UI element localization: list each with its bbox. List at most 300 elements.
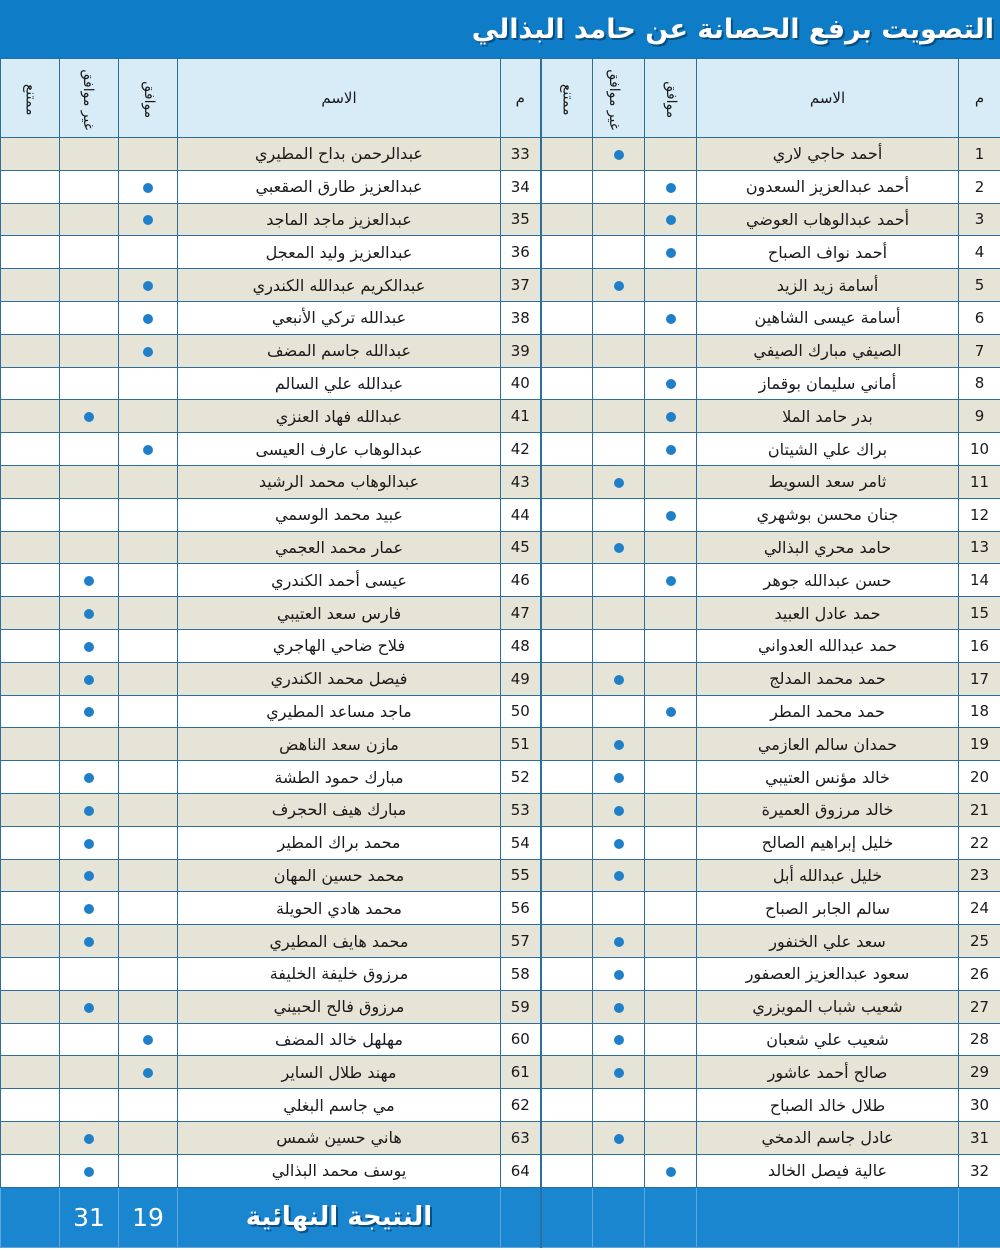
agree-cell (645, 400, 697, 433)
abstain-cell (541, 597, 593, 630)
disagree-cell (60, 662, 119, 695)
footer-empty (959, 1187, 1000, 1247)
member-name: مبارك هيف الحجرف (178, 793, 501, 826)
member-number: 33 (501, 138, 541, 171)
member-name: عبدالعزيز ماجد الماجد (178, 203, 501, 236)
final-result-label: النتيجة النهائية (178, 1187, 501, 1247)
member-number: 63 (501, 1121, 541, 1154)
member-name: مي جاسم البغلي (178, 1089, 501, 1122)
abstain-cell (541, 531, 593, 564)
disagree-cell (60, 957, 119, 990)
abstain-cell (541, 170, 593, 203)
abstain-cell (1, 367, 60, 400)
disagree-cell (593, 695, 645, 728)
member-number: 20 (959, 761, 1000, 794)
disagree-cell (60, 859, 119, 892)
abstain-cell (541, 400, 593, 433)
table-row (1, 301, 1000, 334)
abstain-cell (541, 433, 593, 466)
vote-dot-icon (143, 445, 153, 455)
abstain-cell (1, 465, 60, 498)
member-name: عبدالله فهاد العنزي (178, 400, 501, 433)
disagree-cell (593, 1056, 645, 1089)
table-row (1, 695, 1000, 728)
vote-dot-icon (84, 1003, 94, 1013)
disagree-cell (60, 498, 119, 531)
member-number: 30 (959, 1089, 1000, 1122)
disagree-cell (593, 859, 645, 892)
disagree-cell (593, 465, 645, 498)
disagree-cell (593, 892, 645, 925)
abstain-cell (541, 1154, 593, 1187)
agree-cell (119, 334, 178, 367)
vote-dot-icon (84, 642, 94, 652)
member-name: أحمد حاجي لاري (697, 138, 959, 171)
member-number: 6 (959, 301, 1000, 334)
table-row (1, 564, 1000, 597)
table-row (1, 170, 1000, 203)
header-num: م (501, 59, 541, 138)
agree-cell (645, 859, 697, 892)
member-number: 36 (501, 236, 541, 269)
member-number: 51 (501, 728, 541, 761)
disagree-cell (60, 925, 119, 958)
header-agree: موافق (645, 59, 697, 138)
member-name: أحمد عبدالعزيز السعدون (697, 170, 959, 203)
disagree-cell (593, 629, 645, 662)
vote-dot-icon (84, 1134, 94, 1144)
vote-dot-icon (614, 970, 624, 980)
disagree-cell (593, 957, 645, 990)
vote-dot-icon (614, 281, 624, 291)
vote-dot-icon (84, 1167, 94, 1177)
table-row (1, 662, 1000, 695)
member-number: 42 (501, 433, 541, 466)
member-number: 16 (959, 629, 1000, 662)
agree-cell (645, 1154, 697, 1187)
agree-cell (119, 531, 178, 564)
abstain-cell (1, 662, 60, 695)
member-number: 15 (959, 597, 1000, 630)
table-row (1, 859, 1000, 892)
vote-dot-icon (614, 773, 624, 783)
agree-cell (119, 564, 178, 597)
disagree-cell (593, 925, 645, 958)
table-row (1, 892, 1000, 925)
table-row (1, 269, 1000, 302)
disagree-cell (60, 892, 119, 925)
member-number: 56 (501, 892, 541, 925)
agree-cell (645, 203, 697, 236)
disagree-cell (593, 662, 645, 695)
member-name: أسامة زيد الزيد (697, 269, 959, 302)
vote-dot-icon (84, 412, 94, 422)
table-row (1, 367, 1000, 400)
member-name: سالم الجابر الصباح (697, 892, 959, 925)
agree-cell (645, 170, 697, 203)
agree-cell (645, 1056, 697, 1089)
vote-dot-icon (84, 904, 94, 914)
table-row (1, 465, 1000, 498)
member-number: 28 (959, 1023, 1000, 1056)
disagree-cell (593, 301, 645, 334)
disagree-cell (60, 597, 119, 630)
agree-cell (119, 761, 178, 794)
agree-cell (119, 957, 178, 990)
table-row (1, 433, 1000, 466)
table-row (1, 1154, 1000, 1187)
member-name: مرزوق فالح الحبيني (178, 990, 501, 1023)
member-number: 41 (501, 400, 541, 433)
member-number: 32 (959, 1154, 1000, 1187)
agree-cell (119, 925, 178, 958)
abstain-cell (1, 138, 60, 171)
disagree-cell (593, 433, 645, 466)
member-name: شعيب شباب المويزري (697, 990, 959, 1023)
agree-cell (645, 334, 697, 367)
abstain-cell (1, 400, 60, 433)
disagree-cell (60, 629, 119, 662)
member-number: 64 (501, 1154, 541, 1187)
agree-cell (645, 990, 697, 1023)
vote-dot-icon (84, 675, 94, 685)
member-number: 49 (501, 662, 541, 695)
abstain-cell (541, 465, 593, 498)
agree-cell (119, 301, 178, 334)
agree-cell (119, 1154, 178, 1187)
member-name: فلاح ضاحي الهاجري (178, 629, 501, 662)
disagree-cell (593, 334, 645, 367)
table-row (1, 957, 1000, 990)
member-number: 59 (501, 990, 541, 1023)
member-number: 62 (501, 1089, 541, 1122)
member-name: بدر حامد الملا (697, 400, 959, 433)
agree-cell (645, 531, 697, 564)
agree-cell (119, 433, 178, 466)
member-name: أماني سليمان بوقماز (697, 367, 959, 400)
abstain-cell (541, 138, 593, 171)
member-number: 53 (501, 793, 541, 826)
final-disagree-count: 31 (60, 1187, 119, 1247)
member-name: محمد حسين المهان (178, 859, 501, 892)
member-number: 45 (501, 531, 541, 564)
agree-cell (645, 269, 697, 302)
vote-dot-icon (84, 839, 94, 849)
agree-cell (645, 629, 697, 662)
abstain-cell (1, 1089, 60, 1122)
disagree-cell (593, 367, 645, 400)
abstain-cell (541, 1089, 593, 1122)
table-row (1, 138, 1000, 171)
disagree-cell (60, 695, 119, 728)
member-name: عبدالرحمن بداح المطيري (178, 138, 501, 171)
agree-cell (645, 1121, 697, 1154)
member-number: 60 (501, 1023, 541, 1056)
agree-cell (119, 793, 178, 826)
member-name: صالح أحمد عاشور (697, 1056, 959, 1089)
vote-dot-icon (666, 314, 676, 324)
disagree-cell (60, 1154, 119, 1187)
vote-dot-icon (84, 937, 94, 947)
footer-empty (541, 1187, 593, 1247)
disagree-cell (60, 728, 119, 761)
disagree-cell (60, 1056, 119, 1089)
vote-dot-icon (143, 1068, 153, 1078)
member-name: سعد علي الخنفور (697, 925, 959, 958)
member-number: 26 (959, 957, 1000, 990)
agree-cell (645, 826, 697, 859)
abstain-cell (1, 629, 60, 662)
agree-cell (119, 367, 178, 400)
disagree-cell (60, 334, 119, 367)
member-name: جنان محسن بوشهري (697, 498, 959, 531)
member-name: عبدالعزيز وليد المعجل (178, 236, 501, 269)
abstain-cell (1, 826, 60, 859)
disagree-cell (593, 793, 645, 826)
disagree-cell (60, 826, 119, 859)
vote-dot-icon (614, 740, 624, 750)
agree-cell (645, 728, 697, 761)
member-name: يوسف محمد البذالي (178, 1154, 501, 1187)
member-number: 25 (959, 925, 1000, 958)
header-disagree: غير موافق (60, 59, 119, 138)
abstain-cell (541, 334, 593, 367)
vote-dot-icon (666, 707, 676, 717)
member-number: 21 (959, 793, 1000, 826)
agree-cell (645, 367, 697, 400)
agree-cell (119, 269, 178, 302)
member-number: 3 (959, 203, 1000, 236)
table-row (1, 1121, 1000, 1154)
agree-cell (645, 1089, 697, 1122)
vote-dot-icon (614, 1035, 624, 1045)
vote-dot-icon (614, 675, 624, 685)
member-number: 11 (959, 465, 1000, 498)
table-row (1, 629, 1000, 662)
member-number: 40 (501, 367, 541, 400)
abstain-cell (1, 334, 60, 367)
agree-cell (645, 597, 697, 630)
vote-dot-icon (143, 183, 153, 193)
disagree-cell (60, 564, 119, 597)
agree-cell (645, 892, 697, 925)
disagree-cell (593, 203, 645, 236)
disagree-cell (60, 203, 119, 236)
disagree-cell (60, 793, 119, 826)
disagree-cell (60, 269, 119, 302)
vote-dot-icon (614, 871, 624, 881)
agree-cell (645, 761, 697, 794)
agree-cell (119, 990, 178, 1023)
agree-cell (119, 203, 178, 236)
agree-cell (645, 465, 697, 498)
table-row (1, 1023, 1000, 1056)
header-name: الاسم (697, 59, 959, 138)
member-number: 34 (501, 170, 541, 203)
disagree-cell (593, 531, 645, 564)
agree-cell (119, 1023, 178, 1056)
agree-cell (645, 564, 697, 597)
vote-dot-icon (614, 1003, 624, 1013)
member-name: عبدالله علي السالم (178, 367, 501, 400)
abstain-cell (1, 269, 60, 302)
vote-dot-icon (666, 215, 676, 225)
header-num: م (959, 59, 1000, 138)
vote-dot-icon (614, 839, 624, 849)
agree-cell (119, 170, 178, 203)
agree-cell (119, 400, 178, 433)
vote-dot-icon (84, 609, 94, 619)
member-number: 61 (501, 1056, 541, 1089)
abstain-cell (541, 793, 593, 826)
member-name: حامد محري البذالي (697, 531, 959, 564)
agree-cell (119, 498, 178, 531)
vote-dot-icon (143, 347, 153, 357)
abstain-cell (541, 301, 593, 334)
disagree-cell (593, 597, 645, 630)
abstain-cell (1, 564, 60, 597)
abstain-cell (1, 498, 60, 531)
vote-dot-icon (666, 412, 676, 422)
member-name: مرزوق خليفة الخليفة (178, 957, 501, 990)
vote-dot-icon (84, 773, 94, 783)
agree-cell (645, 695, 697, 728)
abstain-cell (1, 170, 60, 203)
abstain-cell (541, 1023, 593, 1056)
member-name: محمد هادي الحويلة (178, 892, 501, 925)
abstain-cell (541, 761, 593, 794)
member-number: 57 (501, 925, 541, 958)
header-agree: موافق (119, 59, 178, 138)
member-number: 55 (501, 859, 541, 892)
agree-cell (645, 793, 697, 826)
member-name: أحمد عبدالوهاب العوضي (697, 203, 959, 236)
disagree-cell (593, 400, 645, 433)
table-row (1, 498, 1000, 531)
abstain-cell (1, 925, 60, 958)
member-name: براك علي الشيتان (697, 433, 959, 466)
header-row (1, 59, 1000, 138)
table-row (1, 531, 1000, 564)
member-name: عبدالله جاسم المضف (178, 334, 501, 367)
member-number: 24 (959, 892, 1000, 925)
member-name: محمد هايف المطيري (178, 925, 501, 958)
vote-dot-icon (614, 806, 624, 816)
member-name: مبارك حمود الطشة (178, 761, 501, 794)
final-result-row (1, 1187, 1000, 1247)
vote-dot-icon (84, 707, 94, 717)
table-row (1, 728, 1000, 761)
member-name: عمار محمد العجمي (178, 531, 501, 564)
member-number: 12 (959, 498, 1000, 531)
member-number: 23 (959, 859, 1000, 892)
abstain-cell (541, 892, 593, 925)
agree-cell (645, 433, 697, 466)
abstain-cell (1, 531, 60, 564)
member-name: الصيفي مبارك الصيفي (697, 334, 959, 367)
abstain-cell (541, 269, 593, 302)
table-row (1, 761, 1000, 794)
member-name: فارس سعد العتيبي (178, 597, 501, 630)
abstain-cell (541, 498, 593, 531)
disagree-cell (593, 564, 645, 597)
member-number: 14 (959, 564, 1000, 597)
abstain-cell (541, 203, 593, 236)
abstain-cell (1, 1056, 60, 1089)
abstain-cell (1, 301, 60, 334)
footer-empty (593, 1187, 645, 1247)
abstain-cell (1, 597, 60, 630)
disagree-cell (60, 531, 119, 564)
member-number: 13 (959, 531, 1000, 564)
member-number: 43 (501, 465, 541, 498)
member-name: خليل عبدالله أبل (697, 859, 959, 892)
member-name: ماجد مساعد المطيري (178, 695, 501, 728)
member-name: حمد محمد المطر (697, 695, 959, 728)
member-number: 31 (959, 1121, 1000, 1154)
disagree-cell (593, 761, 645, 794)
member-name: فيصل محمد الكندري (178, 662, 501, 695)
member-name: محمد براك المطير (178, 826, 501, 859)
member-number: 54 (501, 826, 541, 859)
vote-dot-icon (666, 248, 676, 258)
disagree-cell (593, 170, 645, 203)
agree-cell (645, 925, 697, 958)
disagree-cell (60, 170, 119, 203)
table-row (1, 1089, 1000, 1122)
agree-cell (119, 892, 178, 925)
disagree-cell (60, 990, 119, 1023)
member-number: 17 (959, 662, 1000, 695)
agree-cell (645, 236, 697, 269)
vote-dot-icon (666, 445, 676, 455)
disagree-cell (60, 1121, 119, 1154)
disagree-cell (60, 236, 119, 269)
disagree-cell (593, 1121, 645, 1154)
abstain-cell (541, 662, 593, 695)
disagree-cell (593, 236, 645, 269)
member-number: 47 (501, 597, 541, 630)
final-agree-count: 19 (119, 1187, 178, 1247)
header-abstain: ممتنع (1, 59, 60, 138)
abstain-cell (541, 957, 593, 990)
agree-cell (119, 1089, 178, 1122)
member-number: 29 (959, 1056, 1000, 1089)
table-row (1, 597, 1000, 630)
member-number: 46 (501, 564, 541, 597)
disagree-cell (60, 301, 119, 334)
abstain-cell (541, 925, 593, 958)
vote-dot-icon (666, 379, 676, 389)
disagree-cell (60, 433, 119, 466)
table-row (1, 793, 1000, 826)
abstain-cell (1, 1154, 60, 1187)
vote-dot-icon (84, 806, 94, 816)
member-number: 1 (959, 138, 1000, 171)
member-number: 27 (959, 990, 1000, 1023)
agree-cell (645, 138, 697, 171)
agree-cell (119, 138, 178, 171)
abstain-cell (1, 728, 60, 761)
member-number: 50 (501, 695, 541, 728)
member-name: عبدالعزيز طارق الصقعبي (178, 170, 501, 203)
agree-cell (119, 826, 178, 859)
abstain-cell (1, 1121, 60, 1154)
vote-dot-icon (143, 1035, 153, 1045)
agree-cell (119, 662, 178, 695)
vote-dot-icon (84, 576, 94, 586)
abstain-cell (541, 728, 593, 761)
